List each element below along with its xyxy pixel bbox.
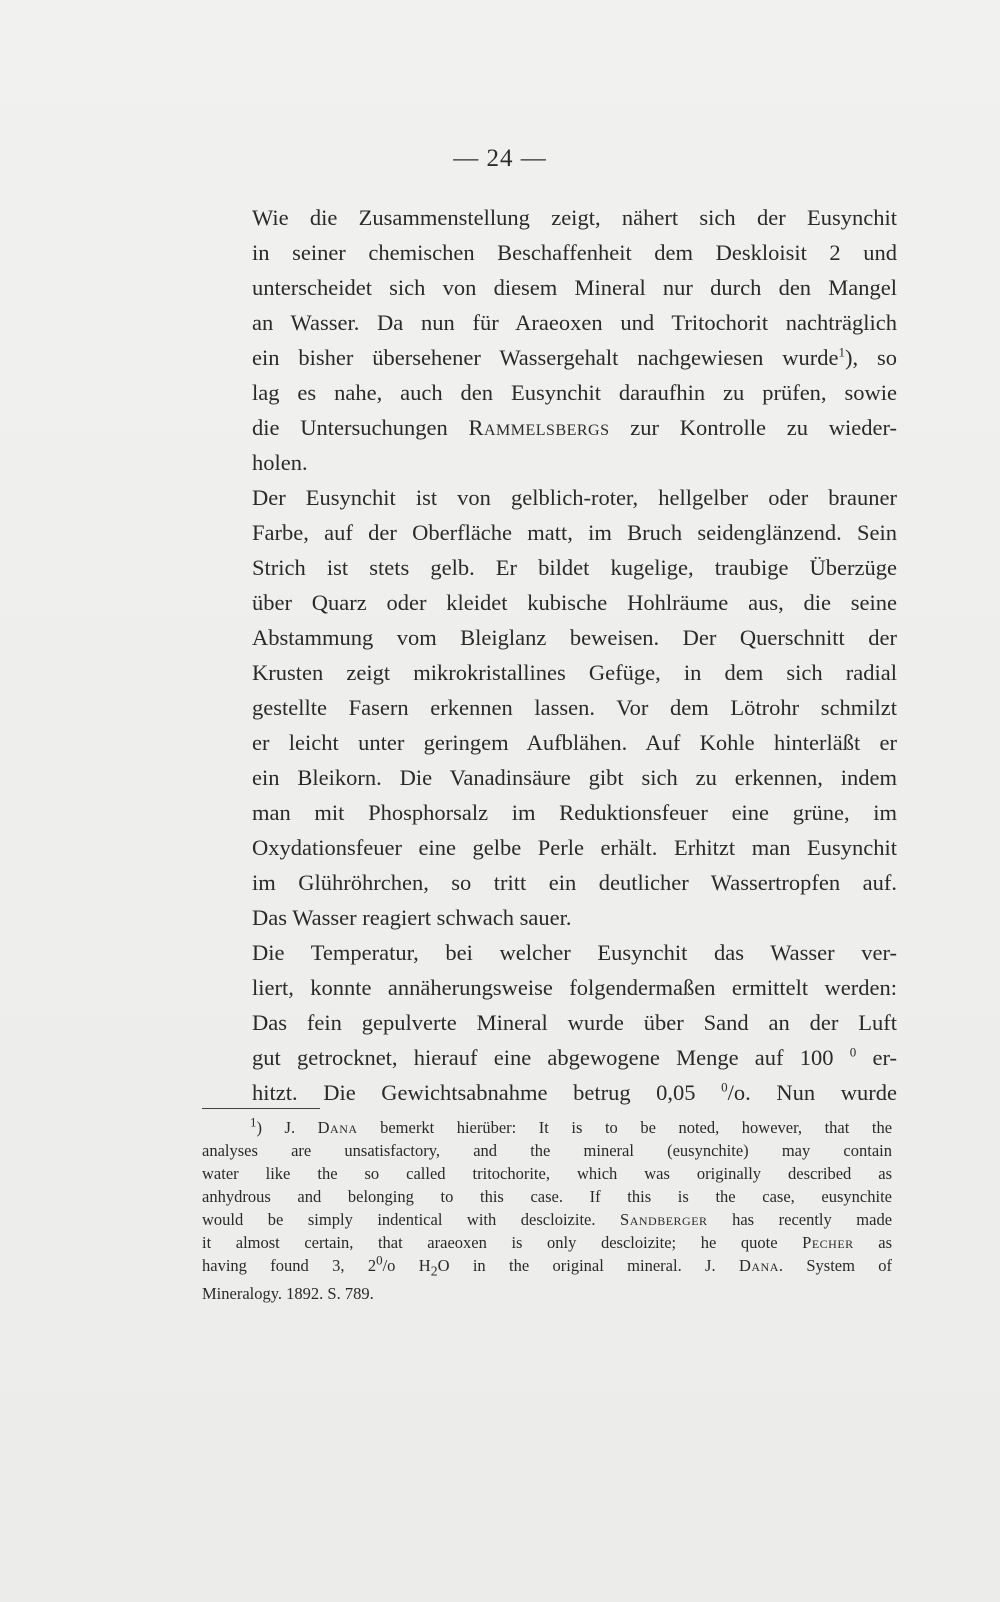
text-segment: ), so xyxy=(845,345,898,370)
text-line: in seiner chemischen Beschaffenheit dem Deskloisit 2 und xyxy=(252,240,897,265)
text-line xyxy=(202,410,897,445)
text-segment: has recently made xyxy=(732,1210,893,1229)
percent-mark: 0 xyxy=(721,1079,728,1095)
text-segment: it almost certain, that araeoxen is only descloizite; he quote xyxy=(202,1233,778,1252)
text-line xyxy=(202,340,897,375)
text-line: lag es nahe, auch den Eusynchit daraufhin zu prüfen, sowie xyxy=(252,380,897,405)
text-line: man mit Phosphorsalz im Reduktionsfeuer eine grüne, im xyxy=(252,800,897,825)
footnote-reference: 1 xyxy=(838,344,846,360)
footnote xyxy=(202,1116,892,1305)
author-name: Dana xyxy=(317,1118,358,1137)
text-line: Der Eusynchit ist von gelblich-roter, hellgelber oder brauner xyxy=(252,485,897,510)
text-segment: hitzt. Die Gewichtsabnahme betrug 0,05 xyxy=(252,1080,696,1105)
page-number: — 24 — xyxy=(453,145,547,172)
text-segment: er- xyxy=(872,1045,898,1070)
footnote-line: Mineralogy. 1892. S. 789. xyxy=(202,1284,374,1304)
text-line: Abstammung vom Bleiglanz beweisen. Der Querschnitt der xyxy=(252,625,897,650)
author-name: Dana xyxy=(738,1256,779,1275)
text-line: holen. xyxy=(252,450,308,475)
footnote-divider xyxy=(202,1108,320,1109)
paragraph-1 xyxy=(202,200,897,480)
text-segment: would be simply indentical with descloizite. xyxy=(202,1210,596,1229)
text-line xyxy=(202,1040,897,1075)
footnote-line: analyses are unsatisfactory, and the mineral (eusynchite) may contain xyxy=(202,1141,892,1160)
text-line: Farbe, auf der Oberfläche matt, im Bruch seidenglänzend. Sein xyxy=(252,520,897,545)
footnote-line xyxy=(202,1254,892,1282)
text-line: Das fein gepulverte Mineral wurde über Sand an der Luft xyxy=(252,1010,897,1035)
text-line: unterscheidet sich von diesem Mineral nur durch den Mangel xyxy=(252,275,897,300)
text-segment: gut getrocknet, hierauf eine abgewogene Menge auf 100 xyxy=(252,1045,834,1070)
author-name: Rammelsbergs xyxy=(468,415,610,440)
text-line xyxy=(202,1075,897,1110)
subscript: 2 xyxy=(430,1263,438,1279)
text-line: an Wasser. Da nun für Araeoxen und Tritochorit nachträglich xyxy=(252,310,897,335)
text-segment: /o H xyxy=(382,1256,431,1275)
text-line: Wie die Zusammenstellung zeigt, nähert sich der Eusynchit xyxy=(252,205,897,230)
footnote-line: $^1$) J. Dana bemerkt hierüber: It is to be noted, however, that the xyxy=(250,1114,893,1137)
text-segment: die Untersuchungen xyxy=(252,415,448,440)
text-segment: having found 3, 2 xyxy=(202,1256,377,1275)
footnote-marker: 1 xyxy=(250,1114,257,1130)
author-name: Pecher xyxy=(802,1233,854,1252)
paragraph-2 xyxy=(202,480,897,935)
text-line: gestellte Fasern erkennen lassen. Vor dem Lötrohr schmilzt xyxy=(252,695,897,720)
text-line: ein Bleikorn. Die Vanadinsäure gibt sich zu erkennen, indem xyxy=(252,765,897,790)
text-segment: ein bisher übersehener Wassergehalt nachgewiesen wurde xyxy=(252,345,839,370)
text-line: Strich ist stets gelb. Er bildet kugelige, traubige Überzüge xyxy=(252,555,897,580)
text-segment: as xyxy=(878,1233,893,1252)
text-segment: O in the original mineral. J. xyxy=(437,1256,716,1275)
text-segment: bemerkt hierüber: It is to be noted, however, that the xyxy=(380,1118,893,1137)
footnote-line: water like the so called tritochorite, which was originally described as xyxy=(202,1164,892,1183)
paragraph-3 xyxy=(202,935,897,1110)
footnote-line xyxy=(202,1231,892,1254)
text-line: im Glühröhrchen, so tritt ein deutlicher Wassertropfen auf. xyxy=(252,870,897,895)
text-segment: /o. xyxy=(727,1080,751,1105)
text-line: Krusten zeigt mikrokristallines Gefüge, in dem sich radial xyxy=(252,660,897,685)
text-line: Die Temperatur, bei welcher Eusynchit das Wasser ver- xyxy=(252,940,897,965)
percent-mark: 0 xyxy=(376,1252,383,1268)
author-name: Sandberger xyxy=(620,1210,708,1229)
text-line: Oxydationsfeuer eine gelbe Perle erhält. Erhitzt man Eusynchit xyxy=(252,835,897,860)
text-line: liert, konnte annäherungsweise folgendermaßen ermittelt werden: xyxy=(252,975,897,1000)
text-segment: . System of xyxy=(778,1256,893,1275)
text-line: er leicht unter geringem Aufblähen. Auf Kohle hinterläßt er xyxy=(252,730,897,755)
body-text xyxy=(202,200,897,1110)
text-segment: zur Kontrolle zu wieder- xyxy=(630,415,898,440)
text-line: Das Wasser reagiert schwach sauer. xyxy=(252,905,572,930)
text-segment: Nun wurde xyxy=(776,1080,898,1105)
text-line: über Quarz oder kleidet kubische Hohlräume aus, die seine xyxy=(252,590,897,615)
footnote-line: anhydrous and belonging to this case. If this is the case, eusynchite xyxy=(202,1187,892,1206)
degree-mark: 0 xyxy=(849,1044,857,1060)
text-segment: J. xyxy=(284,1118,296,1137)
footnote-line xyxy=(202,1208,892,1231)
